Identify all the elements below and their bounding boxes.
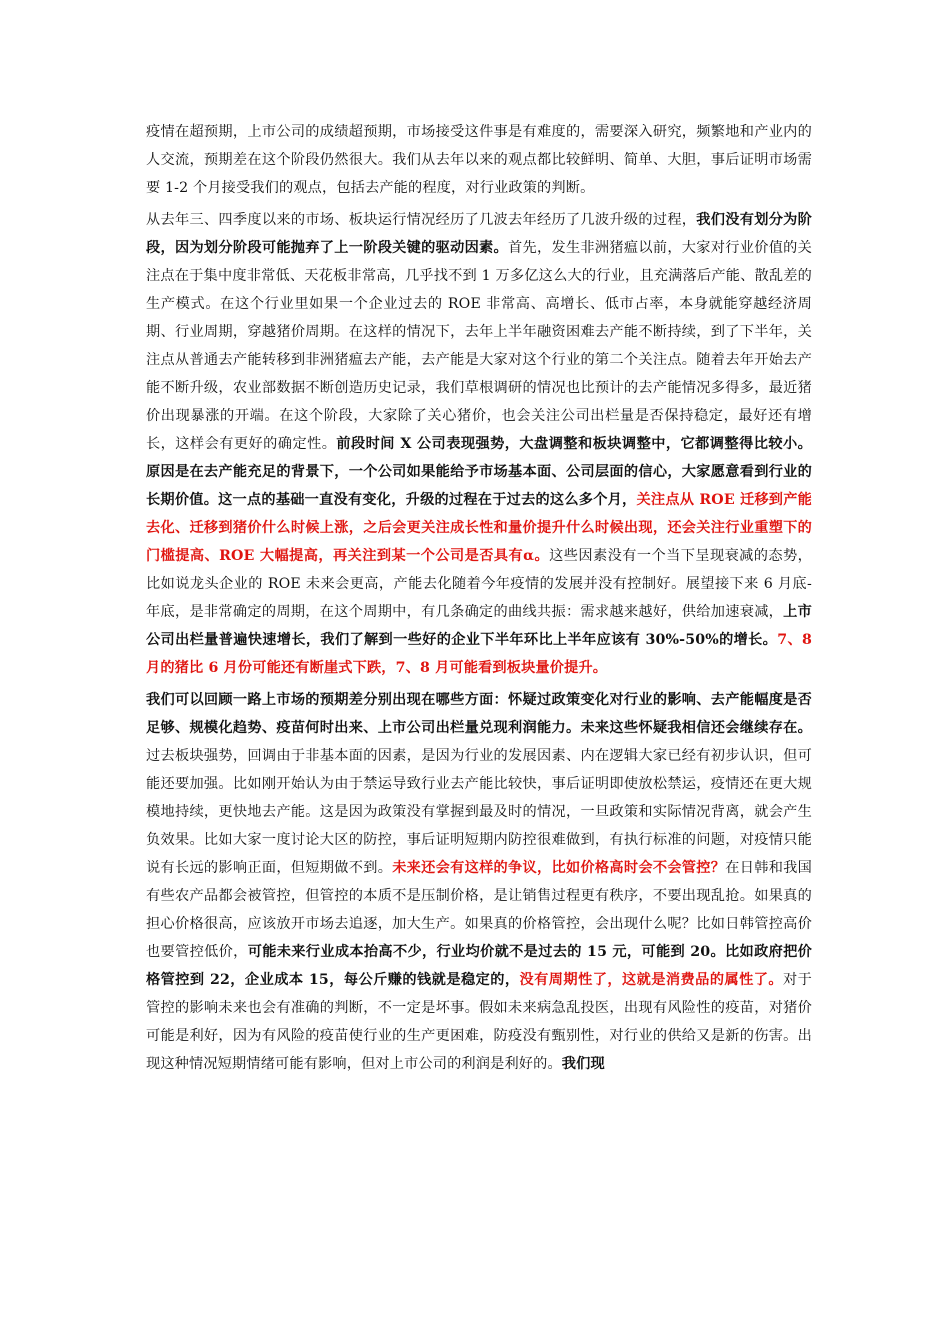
text-run: 首先，发生非洲猪瘟以前，大家对行业价值的关注点在于集中度非常低、天花板非常高，几乎找不到 1 万多亿这么大的行业，且充满落后产能、散乱差的生产模式。在这个行业里如果一个企业过去的 ROE 非常高、高增长、低市占率，本身就能穿越经济周期、行业周期，穿越猪价周期。在这样的情况下，去年上半年融资困难去产能不断持续，到了下半年，关注点从普通去产能转移到非洲猪瘟去产能，去产能是大家对这个行业的第二个关注点。随着去年开始去产能不断升级，农业部数据不断创造历史记录，我们草根调研的情况也比预计的去产能情况多得多，最近猪价出现暴涨的开端。在这个阶段，大家除了关心猪价，也会关注公司出栏量是否保持稳定，最好还有增长，这样会有更好的确定性。 xyxy=(146,240,812,452)
red-highlight-run: 没有周期性了，这就是消费品的属性了。 xyxy=(519,972,784,988)
red-highlight-run: 7、8 月的猪比 6 月份可能还有断崖式下跌，7、8 月可能看到板块量价提升。 xyxy=(146,632,812,676)
paragraph-1 xyxy=(146,118,812,202)
text-run: 疫情在超预期，上市公司的成绩超预期，市场接受这件事是有难度的，需要深入研究，频繁地和产业内的人交流，预期差在这个阶段仍然很大。我们从去年以来的观点都比较鲜明、简单、大胆，事后证明市场需要 1-2 个月接受我们的观点，包括去产能的程度，对行业政策的判断。 xyxy=(146,124,812,196)
bold-text-run: 可能未来行业成本抬高不少，行业均价就不是过去的 15 元，可能到 20。比如政府把价格管控到 22，企业成本 15，每公斤赚的钱就是稳定的， xyxy=(146,944,812,988)
red-highlight-run: 关注点从 ROE 迁移到产能去化、迁移到猪价什么时候上涨，之后会更关注成长性和量价提升什么时候出现，还会关注行业重塑下的门槛提高、ROE 大幅提高，再关注到某一个公司是否具有α。 xyxy=(146,492,812,564)
paragraph-2 xyxy=(146,206,812,682)
text-run: 从去年三、四季度以来的市场、板块运行情况经历了几波去年经历了几波升级的过程， xyxy=(146,212,697,228)
paragraph-3 xyxy=(146,686,812,1078)
document-body xyxy=(146,118,812,1082)
text-run: 在日韩和我国有些农产品都会被管控，但管控的本质不是压制价格，是让销售过程更有秩序，不要出现乱抢。如果真的担心价格很高，应该放开市场去追逐，加大生产。如果真的价格管控，会出现什么呢？比如日韩管控高价也要管控低价， xyxy=(146,860,812,960)
bold-text-run: 前段时间 X 公司表现强势，大盘调整和板块调整中，它都调整得比较小。原因是在去产能充足的背景下，一个公司如果能给予市场基本面、公司层面的信心，大家愿意看到行业的长期价值。这一点的基础一直没有变化，升级的过程在于过去的这么多个月， xyxy=(146,436,812,508)
bold-text-run: 我们现 xyxy=(561,1056,605,1072)
red-highlight-run: 未来还会有这样的争议，比如价格高时会不会管控？ xyxy=(392,860,726,876)
bold-text-run: 我们可以回顾一路上市场的预期差分别出现在哪些方面：怀疑过政策变化对行业的影响、去产能幅度是否足够、规模化趋势、疫苗何时出来、上市公司出栏量兑现利润能力。未来这些怀疑我相信还会继续存在。 xyxy=(146,692,812,736)
text-run: 这些因素没有一个当下呈现衰减的态势，比如说龙头企业的 ROE 未来会更高，产能去化随着今年疫情的发展并没有控制好。展望接下来 6 月底-年底，是非常确定的周期，在这个周期中，有几条确定的曲线共振：需求越来越好，供给加速衰减， xyxy=(146,548,813,620)
text-run: 对于管控的影响未来也会有准确的判断，不一定是坏事。假如未来病急乱投医，出现有风险性的疫苗，对猪价可能是利好，因为有风险的疫苗使行业的生产更困难，防疫没有甄别性，对行业的供给又是新的伤害。出现这种情况短期情绪可能有影响，但对上市公司的利润是利好的。 xyxy=(146,972,812,1072)
bold-text-run: 我们没有划分为阶段，因为划分阶段可能抛弃了上一阶段关键的驱动因素。 xyxy=(146,212,813,256)
text-run: 过去板块强势，回调由于非基本面的因素，是因为行业的发展因素、内在逻辑大家已经有初步认识，但可能还要加强。比如刚开始认为由于禁运导致行业去产能比较快，事后证明即使放松禁运，疫情还在更大规模地持续，更快地去产能。这是因为政策没有掌握到最及时的情况，一旦政策和实际情况背离，就会产生负效果。比如大家一度讨论大区的防控，事后证明短期内防控很难做到，有执行标准的问题，对疫情只能说有长远的影响正面，但短期做不到。 xyxy=(146,748,812,876)
bold-text-run: 上市公司出栏量普遍快速增长，我们了解到一些好的企业下半年环比上半年应该有 30%-50%的增长。 xyxy=(146,604,812,648)
